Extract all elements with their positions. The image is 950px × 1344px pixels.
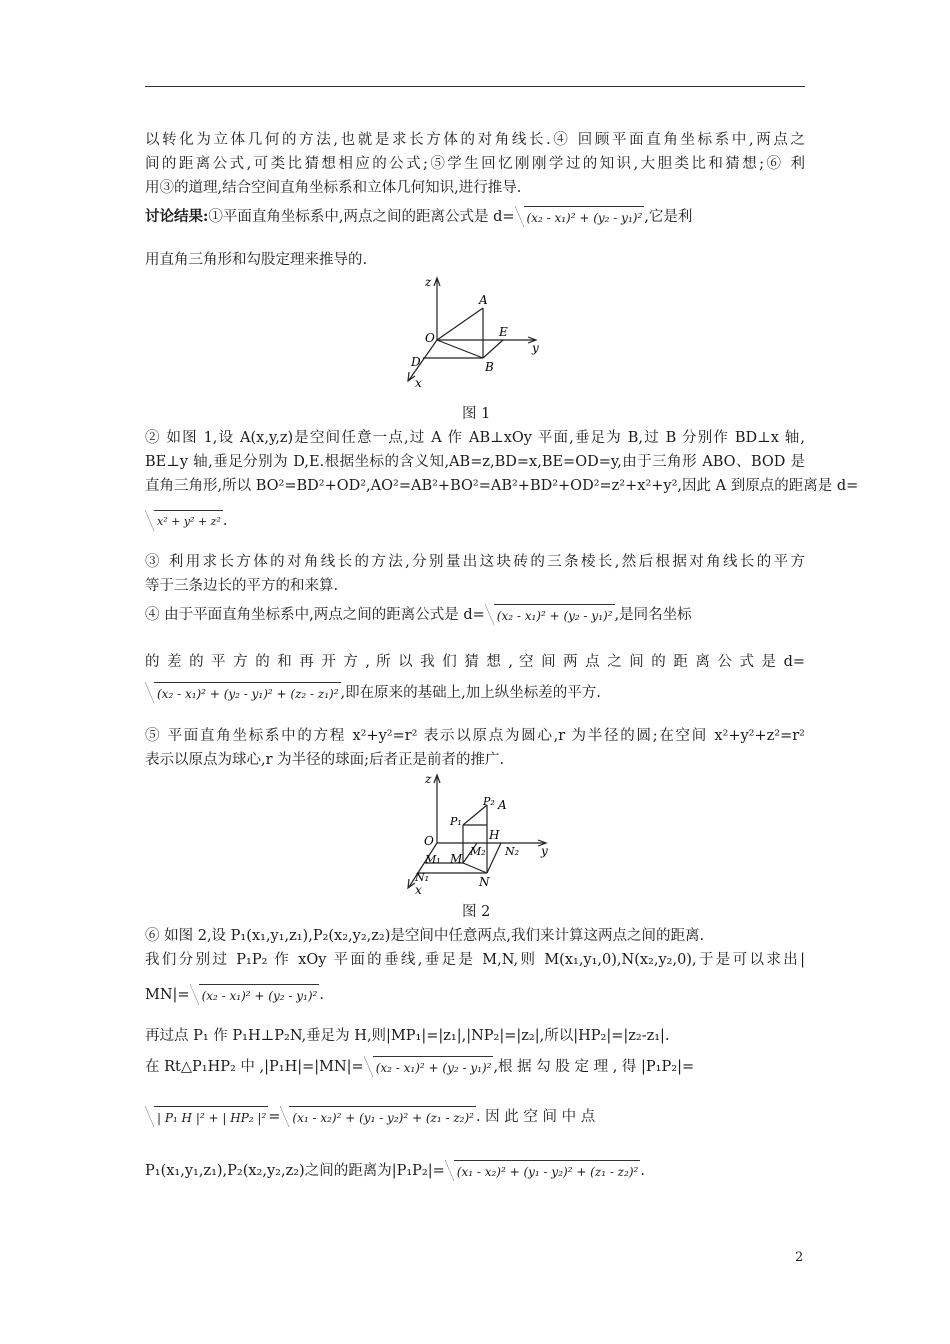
text-line: ③ 利用求长方体的对角线长的方法,分别量出这块砖的三条棱长,然后根据对角线长的平方 [145,554,805,570]
label-P2: P₂ [483,795,495,808]
text-line: 表示以原点为球心,r 为半径的球面;后者正是前者的推广. [145,752,505,768]
formula-dist2d [364,1056,494,1078]
text-line [145,1160,805,1182]
text-span: ④ 由于平面直角坐标系中,两点之间的距离公式是 d= [145,607,485,623]
text-line [145,206,805,228]
text-line [145,1056,805,1078]
label-M2: M₂ [470,845,486,858]
sqrt: x² + y² + z² [154,510,223,532]
sqrt: (x₂ - x₁)² + (y₂ - y₁)² [199,984,320,1006]
formula-dist2d [485,604,615,626]
label-D: D [411,355,421,369]
sqrt: | P₁ H |² + | HP₂ |² [154,1106,268,1128]
text-span: ,根 据 勾 股 定 理 , 得 |P₁P₂|= [493,1059,695,1075]
label-M1: M₁ [425,853,441,866]
discussion-label: 讨论结果: [145,208,209,225]
figure-2 [395,765,565,897]
label-N1: N₁ [415,871,430,884]
label-A: A [498,798,507,812]
period: . [640,1163,645,1179]
period: . [319,987,324,1003]
text-line: 再过点 P₁ 作 P₁H⊥P₂N,垂足为 H,则|MP₁|=|z₁|,|NP₂|=|z₂|,所以|HP₂|=|z₂-z₁|. [145,1028,670,1044]
formula-dist3d-b [445,1160,641,1182]
line-NN2 [487,843,501,873]
text-line: 以转化为立体几何的方法,也就是求长方体的对角线长.④ 回顾平面直角坐标系中,两点之 [145,132,805,148]
label-H: H [489,828,500,842]
figure-1 [395,268,555,393]
text-line: 用③的道理,结合空间直角坐标系和立体几何知识,进行推导. [145,180,522,196]
sqrt: (x₂ - x₁)² + (y₂ - y₁)² [494,604,615,626]
text-span: ,是同名坐标 [614,607,692,623]
text-line: ⑥ 如图 2,设 P₁(x₁,y₁,z₁),P₂(x₂,y₂,z₂)是空间中任意两点,我们来计算这两点之间的距离. [145,928,705,944]
header-rule [145,86,805,87]
text-span: . 因 此 空 间 中 点 [475,1109,596,1125]
text-line: 的 差 的 平 方 的 和 再 开 方 , 所 以 我 们 猜 想 , 空 间 两 点 之 间 的 距 离 公 式 是 d= [145,654,805,670]
text-line [145,984,805,1006]
line-BE [483,340,503,358]
label-z: z [425,772,432,786]
text-span: ,即在原来的基础上,加上纵坐标差的平方. [340,685,601,701]
text-line: BE⊥y 轴,垂足分别为 D,E.根据坐标的含义知,AB=z,BD=x,BE=OD=y,由于三角形 ABO、BOD 是 [145,454,805,470]
sqrt: (x₁ - x₂)² + (y₁ - y₂)² + (z₁ - z₂)² [289,1106,476,1128]
formula-dist2d [515,206,645,228]
label-M: M [450,852,463,866]
text-line [145,1106,805,1128]
text-line: ⑤ 平面直角坐标系中的方程 x²+y²=r² 表示以原点为圆心,r 为半径的圆;在空间 x²+y²+z²=r² [145,728,805,744]
label-z: z [425,275,432,289]
line-OB [437,340,483,358]
label-O: O [425,331,435,345]
text-line [145,604,805,626]
formula-dist2d [190,984,320,1006]
text-line: 直角三角形,所以 BO²=BD²+OD²,AO²=AB²+BO²=AB²+BD²+OD²=z²+x²+y²,因此 A 到原点的距离是 d= [145,478,859,494]
label-E: E [499,325,508,339]
equals: = [268,1109,281,1125]
period: . [222,513,228,529]
text-span: ,它是利 [644,209,693,225]
label-N2: N₂ [505,845,520,858]
text-span: 在 Rt△P₁HP₂ 中 ,|P₁H|=|MN|= [145,1059,364,1075]
sqrt: (x₂ - x₁)² + (y₂ - y₁)² + (z₂ - z₁)² [154,682,341,704]
figure-2-caption: 图 2 [462,904,491,920]
text-span: MN|= [145,987,190,1003]
label-y: y [532,341,539,355]
line-MN [463,863,487,873]
sqrt: (x₂ - x₁)² + (y₂ - y₁)² [524,206,645,228]
formula-p1h-hp2 [145,1106,268,1128]
label-x: x [415,883,422,897]
label-x: x [415,376,422,390]
label-B: B [485,360,494,374]
sqrt: (x₁ - x₂)² + (y₁ - y₂)² + (z₁ - z₂)² [454,1160,641,1182]
text-line: 等于三条边长的平方的和来算. [145,578,339,594]
text-line: ② 如图 1,设 A(x,y,z)是空间任意一点,过 A 作 AB⊥xOy 平面,垂足为 B,过 B 分别作 BD⊥x 轴, [145,430,805,446]
figure-1-caption: 图 1 [462,406,491,422]
text-line: 我们分别过 P₁P₂ 作 xOy 平面的垂线,垂足是 M,N,则 M(x₁,y₁,0),N(x₂,y₂,0),于是可以求出| [145,952,805,968]
line-OA [437,308,483,340]
text-line [145,510,805,532]
text-span: P₁(x₁,y₁,z₁),P₂(x₂,y₂,z₂)之间的距离为|P₁P₂|= [145,1163,445,1179]
formula-dist3d-b [280,1106,476,1128]
label-P1: P₁ [450,815,462,828]
formula-dist3d [145,682,341,704]
label-y: y [541,844,548,858]
formula-origin3d [145,510,223,532]
text-span: ①平面直角坐标系中,两点之间的距离公式是 d= [208,209,515,225]
label-O: O [424,834,434,848]
label-A: A [479,293,488,307]
text-line [145,682,805,704]
text-line: 用直角三角形和勾股定理来推导的. [145,252,368,268]
sqrt: (x₂ - x₁)² + (y₂ - y₁)² [373,1056,494,1078]
text-line: 间的距离公式,可类比猜想相应的公式;⑤学生回忆刚刚学过的知识,大胆类比和猜想;⑥ 利 [145,156,805,172]
line-P1P2 [463,805,487,825]
page-number: 2 [795,1250,804,1265]
label-N: N [479,875,490,889]
